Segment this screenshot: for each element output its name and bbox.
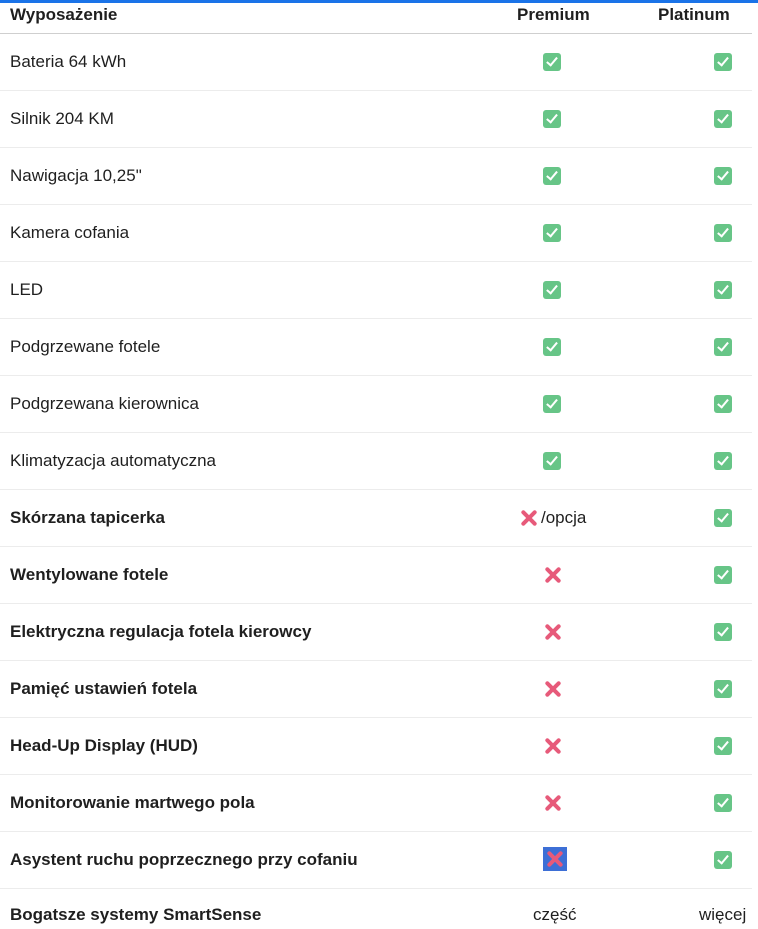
- table-row: [0, 91, 752, 148]
- platinum-cell: [714, 110, 732, 128]
- premium-cell: [543, 224, 561, 242]
- table-row: [0, 832, 752, 889]
- row-label: Podgrzewane fotele: [10, 337, 161, 356]
- option-note: /opcja: [541, 508, 587, 527]
- check-icon: [543, 338, 561, 356]
- premium-cell: [543, 851, 567, 869]
- table-row: [0, 433, 752, 490]
- platinum-cell: [714, 680, 732, 698]
- table-row: [0, 718, 752, 775]
- table-row: [0, 775, 752, 832]
- row-label: Wentylowane fotele: [10, 565, 169, 584]
- table-row: [0, 34, 752, 91]
- table-row-partial: [0, 889, 758, 929]
- check-icon: [543, 452, 561, 470]
- premium-cell: [543, 110, 561, 128]
- check-icon: [714, 395, 732, 413]
- premium-cell: [543, 737, 563, 755]
- row-label: Bogatsze systemy SmartSense: [10, 905, 262, 924]
- row-label: Kamera cofania: [10, 223, 130, 242]
- table-row: [0, 661, 752, 718]
- row-label: Monitorowanie martwego pola: [10, 793, 255, 812]
- check-icon: [543, 281, 561, 299]
- table-row: [0, 148, 752, 205]
- table-header: [0, 3, 752, 34]
- cross-icon: [543, 622, 563, 642]
- platinum-value: więcej: [699, 905, 747, 924]
- check-icon: [543, 224, 561, 242]
- table-row: [0, 490, 752, 547]
- table-row: [0, 205, 752, 262]
- row-label: Asystent ruchu poprzecznego przy cofaniu: [10, 850, 358, 869]
- row-label: LED: [10, 280, 44, 299]
- check-icon: [714, 224, 732, 242]
- cross-icon: [543, 793, 563, 813]
- platinum-cell: [714, 509, 732, 527]
- check-icon: [714, 167, 732, 185]
- table-body: [0, 34, 758, 889]
- check-icon: [543, 395, 561, 413]
- check-icon: [543, 110, 561, 128]
- platinum-cell: [714, 167, 732, 185]
- premium-cell: [543, 395, 561, 413]
- row-label: Bateria 64 kWh: [10, 52, 127, 71]
- header-platinum: Platinum: [658, 5, 730, 24]
- platinum-cell: [714, 737, 732, 755]
- header-feature: Wyposażenie: [10, 5, 118, 24]
- platinum-cell: [714, 452, 732, 470]
- check-icon: [714, 737, 732, 755]
- platinum-cell: [714, 395, 732, 413]
- cross-icon: [543, 736, 563, 756]
- table-row: [0, 376, 752, 433]
- row-label: Nawigacja 10,25": [10, 166, 142, 185]
- check-icon: [714, 53, 732, 71]
- platinum-cell: [714, 281, 732, 299]
- premium-cell: [543, 452, 561, 470]
- comparison-table: [0, 3, 758, 929]
- premium-cell: [543, 623, 563, 641]
- premium-cell: [543, 53, 561, 71]
- platinum-cell: [714, 623, 732, 641]
- row-label: Podgrzewana kierownica: [10, 394, 199, 413]
- row-label: Skórzana tapicerka: [10, 508, 165, 527]
- row-label: Head-Up Display (HUD): [10, 736, 198, 755]
- check-icon: [714, 338, 732, 356]
- table-row: [0, 262, 752, 319]
- premium-cell: [519, 509, 586, 527]
- platinum-cell: [714, 794, 732, 812]
- premium-cell: [543, 338, 561, 356]
- premium-cell: [543, 566, 563, 584]
- row-label: Pamięć ustawień fotela: [10, 679, 198, 698]
- cross-icon: [543, 679, 563, 699]
- row-label: Klimatyzacja automatyczna: [10, 451, 216, 470]
- cross-icon: [543, 847, 567, 871]
- row-label: Silnik 204 KM: [10, 109, 114, 128]
- premium-cell: [543, 794, 563, 812]
- platinum-cell: [714, 224, 732, 242]
- premium-cell: [543, 167, 561, 185]
- cross-icon: [519, 508, 539, 528]
- check-icon: [714, 794, 732, 812]
- premium-cell: [543, 680, 563, 698]
- check-icon: [714, 452, 732, 470]
- check-icon: [714, 680, 732, 698]
- check-icon: [714, 623, 732, 641]
- platinum-cell: [714, 851, 732, 869]
- table-row: [0, 604, 752, 661]
- check-icon: [543, 53, 561, 71]
- table-row: [0, 319, 752, 376]
- header-premium: Premium: [517, 5, 590, 24]
- check-icon: [714, 566, 732, 584]
- platinum-cell: [714, 338, 732, 356]
- platinum-cell: [714, 566, 732, 584]
- check-icon: [714, 509, 732, 527]
- cross-icon: [543, 565, 563, 585]
- check-icon: [543, 167, 561, 185]
- check-icon: [714, 110, 732, 128]
- check-icon: [714, 281, 732, 299]
- table-row: [0, 547, 752, 604]
- premium-cell: [543, 281, 561, 299]
- premium-value: część: [533, 905, 577, 924]
- check-icon: [714, 851, 732, 869]
- platinum-cell: [714, 53, 732, 71]
- row-label: Elektryczna regulacja fotela kierowcy: [10, 622, 312, 641]
